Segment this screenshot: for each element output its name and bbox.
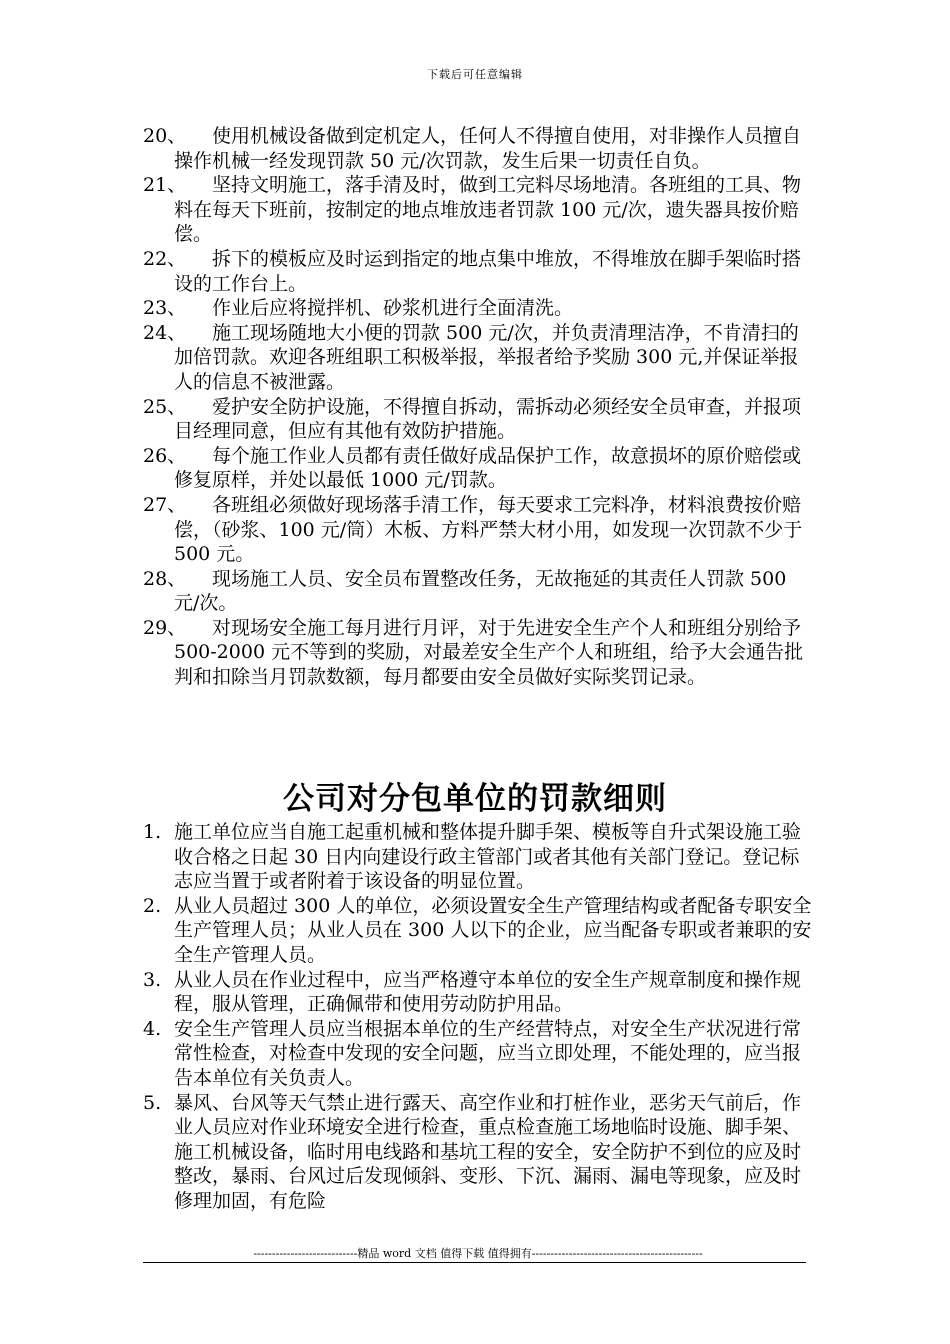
item-number: 2. (143, 894, 162, 917)
list-item (143, 968, 813, 1017)
item-text: 从业人员在作业过程中，应当严格遵守本单位的安全生产规章制度和操作规程，服从管理，正确佩带和使用劳动防护用品。 (174, 968, 802, 1016)
penalty-rules-list (143, 820, 813, 1214)
item-text: 作业后应将搅拌机、砂浆机进行全面清洗。 (212, 297, 574, 320)
list-item (143, 567, 813, 616)
item-text: 从业人员超过 300 人的单位，必须设置安全生产管理结构或者配备专职安全生产管理人员；从业人员在 300 人以下的企业，应当配备专职或者兼职的安全生产管理人员。 (174, 894, 812, 966)
footer-note: ----------------------------精品 word 文档 值得下载 值得拥有---------------------------------------------- (253, 1247, 703, 1260)
item-text: 坚持文明施工，落手清及时，做到工完料尽场地清。各班组的工具、物料在每天下班前，按制定的地点堆放违者罚款 100 元/次，遗失器具按价赔偿。 (174, 174, 802, 246)
item-number: 26、 (143, 444, 187, 467)
item-number: 4. (143, 1017, 162, 1040)
item-number: 3. (143, 968, 162, 991)
item-number: 27、 (143, 493, 187, 516)
header-note: 下载后可任意编辑 (427, 68, 523, 81)
list-item (143, 395, 813, 444)
list-item (143, 894, 813, 968)
rules-list-continued (143, 124, 813, 690)
item-number: 25、 (143, 395, 187, 418)
item-text: 拆下的模板应及时运到指定的地点集中堆放，不得堆放在脚手架临时搭设的工作台上。 (174, 247, 802, 295)
item-text: 各班组必须做好现场落手清工作，每天要求工完料净，材料浪费按价赔偿，（砂浆、100 元/筒）木板、方料严禁大材小用，如发现一次罚款不少于 500 元。 (174, 493, 803, 566)
item-number: 23、 (143, 297, 187, 320)
list-item (143, 247, 813, 296)
footer-divider (143, 1262, 806, 1263)
item-number: 22、 (143, 247, 187, 270)
item-number: 24、 (143, 321, 187, 344)
list-item (143, 616, 813, 690)
item-number: 29、 (143, 616, 187, 639)
item-number: 21、 (143, 174, 187, 197)
list-item (143, 1017, 813, 1091)
item-text: 安全生产管理人员应当根据本单位的生产经营特点，对安全生产状况进行常常性检查，对检查中发现的安全问题，应当立即处理，不能处理的，应当报告本单位有关负责人。 (174, 1017, 802, 1089)
item-number: 28、 (143, 567, 187, 590)
list-item (143, 1091, 813, 1214)
item-text: 每个施工作业人员都有责任做好成品保护工作，故意损坏的原价赔偿或修复原样，并处以最低 1000 元/罚款。 (174, 444, 802, 492)
item-text: 对现场安全施工每月进行月评，对于先进安全生产个人和班组分别给予 500-2000 元不等到的奖励，对最差安全生产个人和班组，给予大会通告批判和扣除当月罚款数额，每月都要由安全员做好实际奖罚记录。 (174, 616, 804, 689)
list-item (143, 321, 813, 395)
list-item (143, 820, 813, 894)
item-text: 暴风、台风等天气禁止进行露天、高空作业和打桩作业，恶劣天气前后，作业人员应对作业环境安全进行检查，重点检查施工场地临时设施、脚手架、施工机械设备，临时用电线路和基坑工程的安全，安全防护不到位的应及时整改，暴雨、台风过后发现倾斜、变形、下沉、漏雨、漏电等现象，应及时修理加固，有危险 (174, 1091, 802, 1212)
list-item (143, 493, 813, 567)
list-item (143, 296, 813, 321)
item-text: 施工现场随地大小便的罚款 500 元/次，并负责清理洁净，不肯清扫的加倍罚款。欢迎各班组职工积极举报，举报者给予奖励 300 元,并保证举报人的信息不被泄露。 (174, 321, 799, 393)
item-text: 使用机械设备做到定机定人，任何人不得擅自使用，对非操作人员擅自操作机械一经发现罚款 50 元/次罚款，发生后果一切责任自负。 (174, 125, 802, 172)
item-text: 爱护安全防护设施，不得擅自拆动，需拆动必须经安全员审查，并报项目经理同意，但应有其他有效防护措施。 (174, 395, 802, 443)
item-number: 5. (143, 1091, 162, 1114)
section-title: 公司对分包单位的罚款细则 (283, 781, 667, 817)
list-item (143, 124, 813, 173)
list-item (143, 444, 813, 493)
item-number: 1. (143, 821, 162, 843)
item-text: 施工单位应当自施工起重机械和整体提升脚手架、模板等自升式架设施工验收合格之日起 30 日内向建设行政主管部门或者其他有关部门登记。登记标志应当置于或者附着于该设备的明显位置。 (174, 821, 802, 893)
item-text: 现场施工人员、安全员布置整改任务，无故拖延的其责任人罚款 500 元/次。 (174, 567, 787, 615)
list-item (143, 173, 813, 247)
item-number: 20、 (143, 125, 187, 147)
